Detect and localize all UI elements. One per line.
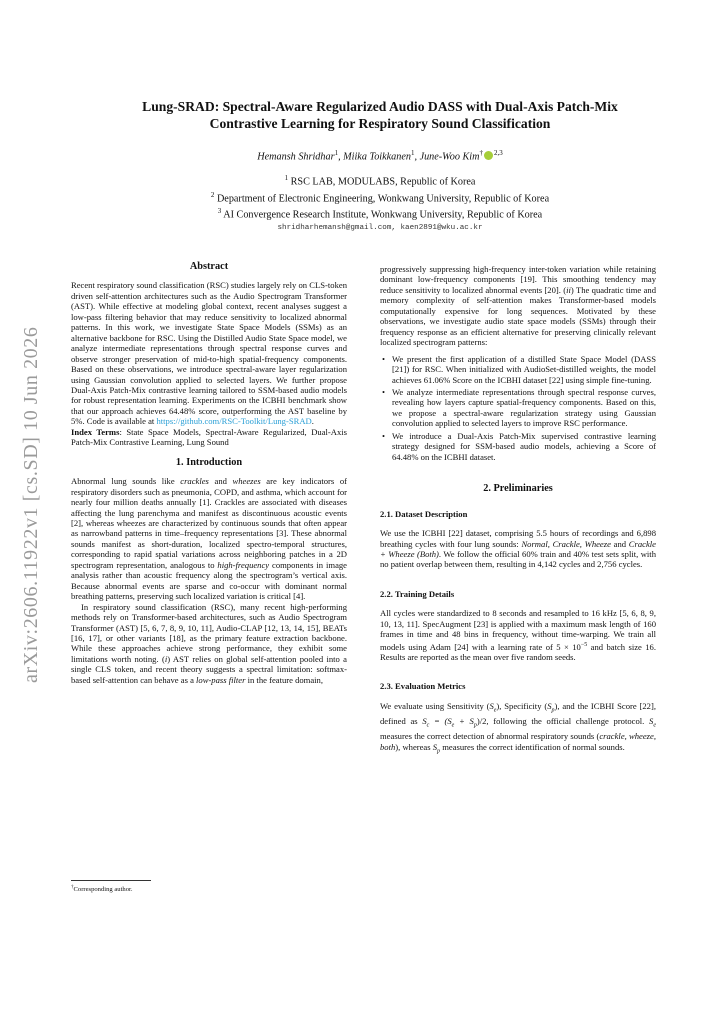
affiliation-text: Department of Electronic Engineering, Wonkwang University, Republic of Korea (216, 193, 550, 205)
affiliation-text: AI Convergence Research Institute, Wonkwang University, Republic of Korea (223, 209, 543, 221)
affiliation-sup: 2 (210, 190, 215, 199)
author-list: Hemansh Shridhar$^1$, Miika Toikkanen$^1$, June-Woo Kim† $^{2,3}$ (257, 149, 503, 163)
introduction-heading: 1. Introduction (175, 456, 243, 468)
affiliation-sup: 3 (217, 207, 222, 216)
affiliation (60, 205, 700, 221)
evaluation-metrics-heading: 2.3. Evaluation Metrics (380, 681, 466, 692)
author-name: June-Woo Kim (419, 151, 480, 163)
dataset-description-text: We use the ICBHI [22] dataset, comprising 5.5 hours of recordings and 6,898 breathing cycles with four lung sounds: Normal, Crackle, Wheeze and Crackle + Wheeze (Both). We follow the official 60% train and 40% test sets split, with no patient overlap between them, resulting in 4,142 cycles and 2,756 cycles. (380, 528, 656, 570)
affiliation-sup: 1 (284, 174, 289, 183)
evaluation-metrics-text: We evaluate using Sensitivity $(S_e)$, Specificity $(S_p)$, and the ICBHI Score [22], defined as $S_c = (S_e + S_p)/2$, following the official challenge protocol. $S_e$ measures the correct detection of abnormal respiratory sounds (crackle, wheeze, both), whereas $S_p$ measures the correct identification of normal sounds. (380, 700, 656, 755)
arxiv-identifier: arXiv:2606.11922v1 [cs.SD] 10 Jun 2026 (20, 326, 42, 684)
footnote-mark: † (71, 885, 74, 890)
contribution-item: • We analyze intermediate representations through spectral response curves, revealing how layers capture spatial-frequency components. Based on this, we propose a spectral-aware regularization strategy using Gaussian convolution applied to selected layers to improve RSC performance. (380, 387, 656, 429)
author-name: Miika Toikkanen (343, 151, 411, 163)
author-name: Hemansh Shridhar (257, 151, 335, 163)
index-terms-label: Index Terms (71, 426, 120, 437)
right-column (380, 264, 656, 757)
title-line-2: Contrastive Learning for Respiratory Sound Classification (209, 116, 551, 131)
abstract-heading: Abstract (189, 261, 229, 272)
footnote-rule (71, 880, 151, 881)
orcid-icon[interactable] (484, 151, 493, 160)
training-details-heading: 2.2. Training Details (380, 588, 455, 599)
abstract-body (71, 280, 347, 447)
code-link[interactable]: https://github.com/RSC-Toolkit/Lung-SRAD (156, 416, 312, 427)
paper-title (60, 98, 700, 132)
paper-header (60, 98, 700, 232)
intro-paragraph-continued: progressively suppressing high-frequency inter-token variation while retaining dominant low-frequency components [19]. This smoothing tendency may reduce sensitivity to localized abnormal events [20]. (ii) The quadratic time and memory complexity of self-attention makes Transformer-based models computationally expensive for long sequences. Motivated by these observations, we investigate audio state space models (SSMs) through their frequency response as an efficient alternative for preserving clinically relevant localized spectrogram patterns: (380, 264, 656, 348)
index-terms-text: : State Space Models, Spectral-Aware Regularized, Dual-Axis Patch-Mix Contrastive Learning, Lung Sound (71, 426, 347, 448)
footnote (71, 880, 347, 893)
contribution-list (380, 354, 656, 463)
footnote-text: Corresponding author. (73, 886, 133, 894)
affiliations (60, 172, 700, 221)
affiliation (60, 189, 700, 205)
contribution-item: • We introduce a Dual-Axis Patch-Mix supervised contrastive learning strategy designed for SSM-based audio models, achieving a Score of 64.48% on the ICBHI dataset. (380, 431, 656, 462)
affiliation-text: RSC LAB, MODULABS, Republic of Korea (290, 176, 476, 188)
abstract-link-suffix: . (311, 416, 314, 427)
intro-paragraph-1: Abnormal lung sounds like crackles and wheezes are key indicators of respiratory disorders such as pneumonia, COPD, and asthma, which account for nearly four million deaths annually [1]. Crackles are associated with diseases affecting the lung parenchyma and manifest as discontinuous acoustic events [2], whereas wheezes are characterized by continuous sounds that often appear as narrowband patterns in time–frequency representations [3]. These abnormal sounds manifest as short-duration, localized spectro-temporal structures, corresponding to rapid spatial variations across neighboring patches in a 2D spectrogram representation, analogous to high-frequency components in image analysis rather than acoustic frequency along the spectrogram’s vertical axis. Because abnormal events are sparse and co-occur with dominant normal breathing patterns, preserving such localized variation is critical [4]. (71, 476, 347, 602)
intro-paragraph-2: In respiratory sound classification (RSC), many recent high-performing methods rely on Transformer-based architectures, such as Audio Spectrogram Transformer (AST) [5, 6, 7, 8, 9, 10, 11], Audio-CLAP [12, 13, 14, 15], BEATs [16, 17], or other variants [18], as the primary feature extraction backbone. While these approaches achieve strong performance, they exhibit some limitations worth noting. (i) AST relies on global self-attention pooled into a single CLS token, and recent theory suggests a spectral limitation: softmax-based self-attention can behave as a low-pass filter in the feature domain, (71, 601, 347, 685)
author-sup: 2,3 (493, 149, 503, 157)
dataset-description-heading: 2.1. Dataset Description (380, 508, 468, 519)
affiliation (60, 172, 700, 188)
author-emails: shridharhemansh@gmail.com, kaen2891@wku.ac.kr (277, 223, 483, 232)
author-sup: 1 (334, 149, 339, 157)
author-sup: 1 (410, 149, 415, 157)
contribution-item: • We present the first application of a distilled State Space Model (DASS [21]) for RSC. When initialized with AudioSet-distilled weights, the model achieves 61.06% Score on the ICBHI dataset [22] using simple fine-tuning. (380, 354, 656, 385)
training-details-text: All cycles were standardized to 8 seconds and resampled to 16 kHz [5, 6, 8, 9, 10, 13, 11]. SpecAugment [23] is applied with a maximum mask length of 160 frames in time and 48 bins in frequency, without time-warping. We train all models using Adam [24] with a learning rate of $5 \times 10^{-5}$ and batch size 16. Results are reported as the mean over five random seeds. (380, 608, 656, 662)
title-line-1: Lung-SRAD: Spectral-Aware Regularized Audio DASS with Dual-Axis Patch-Mix (142, 99, 618, 114)
abstract-text: Recent respiratory sound classification (RSC) studies largely rely on CLS-token driven self-attention architectures such as the Audio Spectrogram Transformer (AST). While effective at modeling global context, recent analyses suggest a low-pass filtering behavior that may reduce sensitivity to localized abnormal patterns. In this work, we investigate State Space Models (SSMs) as an alternative backbone for RSC. Using the Distilled Audio State Space model, we analyze intermediate representations through spectral response curves and observe stronger preservation of mid-to-high spatial-frequency components. Based on these observations, we introduce spectral-aware layer regularization using Gaussian convolution applied to selected layers. We further propose Dual-Axis Patch-Mix contrastive learning tailored to SSM-based audio models for robust representation learning. Experiments on the ICBHI benchmark show that our approach achieves 64.48% score, outperforming the AST baseline by 5%. Code is available at (71, 280, 347, 427)
author-sup: † (479, 149, 483, 157)
preliminaries-heading: 2. Preliminaries (483, 483, 553, 495)
left-column (71, 262, 347, 685)
